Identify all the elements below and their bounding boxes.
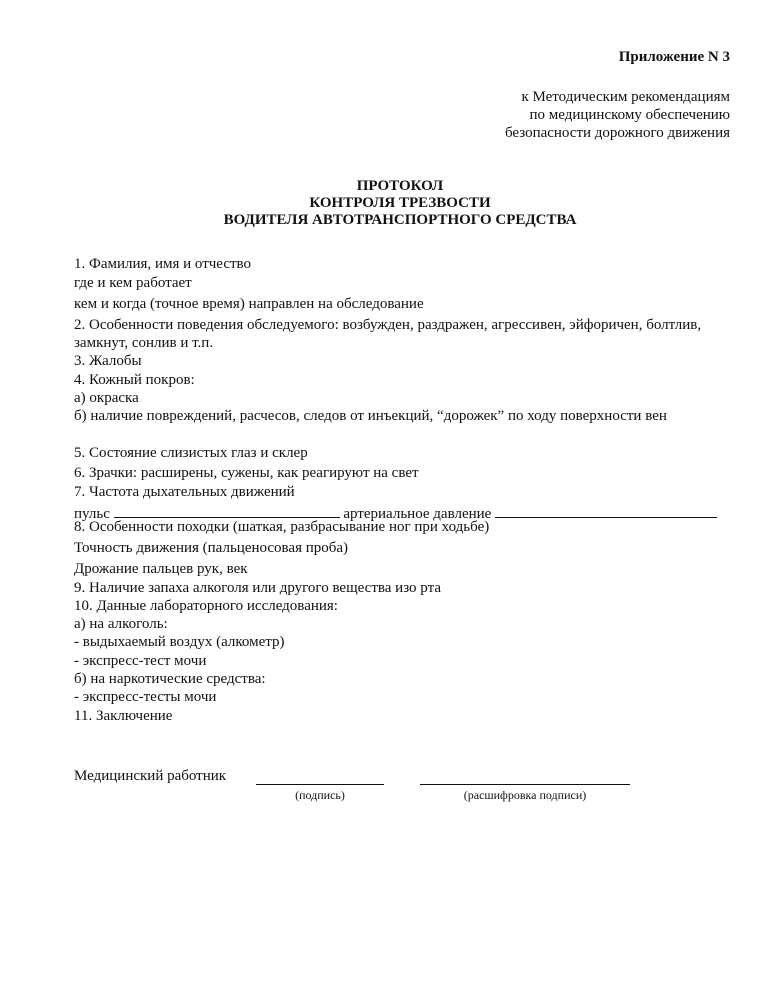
signature-decode-caption: (расшифровка подписи) — [463, 788, 587, 802]
document-subtitle — [505, 88, 730, 142]
subtitle-line: по медицинскому обеспечению — [529, 107, 730, 123]
pulse-field[interactable] — [114, 503, 340, 518]
item-breathing: 7. Частота дыхательных движений — [74, 484, 295, 500]
item-eyes: 5. Состояние слизистых глаз и склер — [74, 445, 308, 461]
item-skin-damage: б) наличие повреждений, расчесов, следов от инъекций, “дорожек” по ходу поверхности вен — [74, 408, 667, 424]
item-alcohol-smell: 9. Наличие запаха алкоголя или другого вещества изо рта — [74, 580, 441, 596]
item-pupils: 6. Зрачки: расширены, сужены, как реагируют на свет — [74, 465, 419, 481]
pulse-label: пульс — [74, 506, 110, 522]
item-coordination: Точность движения (пальценосовая проба) — [74, 540, 349, 556]
item-full-name: 1. Фамилия, имя и отчество — [74, 256, 252, 272]
signature-label: Медицинский работник — [74, 768, 227, 784]
item-workplace: где и кем работает — [74, 275, 192, 291]
item-breathalyzer: - выдыхаемый воздух (алкометр) — [74, 634, 285, 650]
item-lab-alcohol: а) на алкоголь: — [74, 616, 168, 632]
item-urine-tests: - экспресс-тесты мочи — [74, 689, 217, 705]
document-title — [0, 178, 768, 229]
item-conclusion: 11. Заключение — [74, 708, 173, 724]
item-tremor: Дрожание пальцев рук, век — [74, 561, 248, 577]
signature-caption: (подпись) — [295, 788, 345, 802]
title-line: ВОДИТЕЛЯ АВТОТРАНСПОРТНОГО СРЕДСТВА — [223, 212, 577, 228]
item-urine-test: - экспресс-тест мочи — [74, 653, 207, 669]
subtitle-line: к Методическим рекомендациям — [521, 89, 730, 105]
pressure-field[interactable] — [495, 503, 717, 518]
pressure-label: артериальное давление — [343, 506, 492, 522]
title-line: КОНТРОЛЯ ТРЕЗВОСТИ — [309, 195, 491, 211]
signature-decode-field[interactable] — [420, 784, 630, 785]
item-skin: 4. Кожный покров: — [74, 372, 195, 388]
item-complaints: 3. Жалобы — [74, 353, 142, 369]
signature-field[interactable] — [256, 784, 384, 785]
item-lab-data: 10. Данные лабораторного исследования: — [74, 598, 338, 614]
item-lab-drugs: б) на наркотические средства: — [74, 671, 266, 687]
title-line: ПРОТОКОЛ — [356, 178, 444, 194]
item-referred-by: кем и когда (точное время) направлен на обследование — [74, 296, 424, 312]
item-behavior-cont: замкнут, сонлив и т.п. — [74, 335, 214, 351]
appendix-number: Приложение N 3 — [618, 49, 730, 65]
subtitle-line: безопасности дорожного движения — [504, 125, 730, 141]
item-gait: 8. Особенности походки (шаткая, разбрасывание ног при ходьбе) — [74, 519, 490, 535]
item-skin-color: а) окраска — [74, 390, 139, 406]
item-behavior: 2. Особенности поведения обследуемого: возбужден, раздражен, агрессивен, эйфоричен, болтлив, — [74, 317, 702, 333]
